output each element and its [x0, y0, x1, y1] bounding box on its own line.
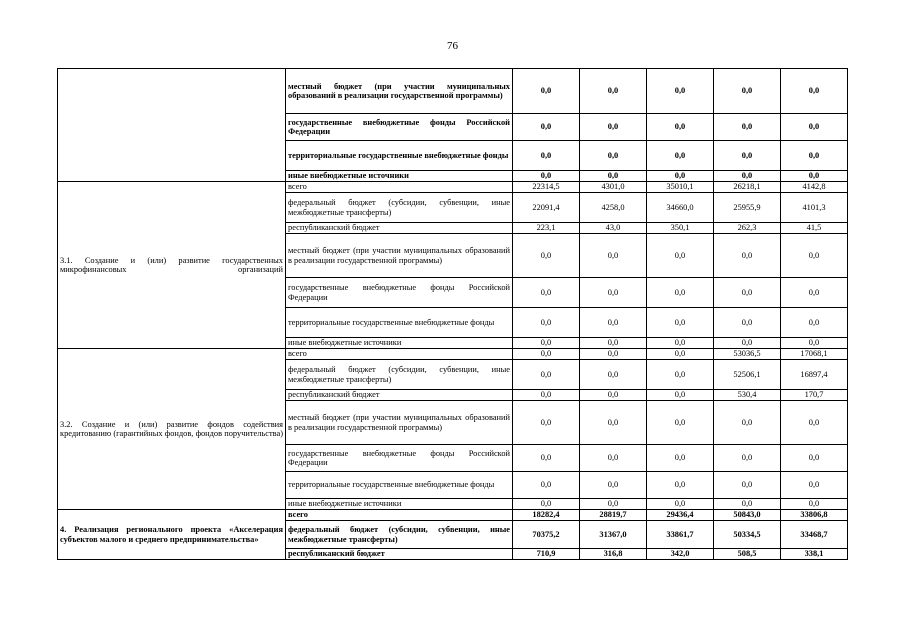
value-cell: 0,0	[580, 338, 647, 349]
value-cell: 4258,0	[580, 193, 647, 223]
funding-source-cell: территориальные государственные внебюджетные фонды	[286, 308, 513, 338]
value-cell: 0,0	[647, 278, 714, 308]
value-cell: 0,0	[781, 401, 848, 445]
value-cell: 33861,7	[647, 521, 714, 549]
value-cell: 26218,1	[714, 182, 781, 193]
value-cell: 508,5	[714, 549, 781, 560]
value-cell: 0,0	[714, 114, 781, 141]
value-cell: 70375,2	[513, 521, 580, 549]
value-cell: 0,0	[580, 472, 647, 499]
value-cell: 43,0	[580, 223, 647, 234]
value-cell: 0,0	[513, 499, 580, 510]
value-cell: 34660,0	[647, 193, 714, 223]
value-cell: 350,1	[647, 223, 714, 234]
value-cell: 0,0	[513, 390, 580, 401]
value-cell: 0,0	[513, 171, 580, 182]
value-cell: 50334,5	[714, 521, 781, 549]
value-cell: 0,0	[580, 308, 647, 338]
value-cell: 0,0	[580, 234, 647, 278]
value-cell: 0,0	[580, 171, 647, 182]
value-cell: 0,0	[580, 141, 647, 171]
value-cell: 0,0	[580, 499, 647, 510]
value-cell: 0,0	[647, 360, 714, 390]
value-cell: 0,0	[580, 349, 647, 360]
value-cell: 52506,1	[714, 360, 781, 390]
value-cell: 0,0	[781, 338, 848, 349]
value-cell: 530,4	[714, 390, 781, 401]
value-cell: 710,9	[513, 549, 580, 560]
value-cell: 0,0	[714, 499, 781, 510]
value-cell: 4101,3	[781, 193, 848, 223]
value-cell: 0,0	[647, 338, 714, 349]
value-cell: 0,0	[580, 360, 647, 390]
funding-source-cell: территориальные государственные внебюджетные фонды	[286, 141, 513, 171]
value-cell: 0,0	[513, 234, 580, 278]
funding-source-cell: государственные внебюджетные фонды Российской Федерации	[286, 114, 513, 141]
value-cell: 0,0	[513, 445, 580, 472]
value-cell: 0,0	[647, 114, 714, 141]
value-cell: 0,0	[781, 472, 848, 499]
value-cell: 0,0	[714, 308, 781, 338]
budget-table-body	[58, 69, 848, 560]
funding-source-cell: государственные внебюджетные фонды Российской Федерации	[286, 278, 513, 308]
value-cell: 29436,4	[647, 510, 714, 521]
event-cell: 3.1. Создание и (или) развитие государственных микрофинансовых организаций	[58, 182, 286, 349]
value-cell: 17068,1	[781, 349, 848, 360]
value-cell: 0,0	[580, 69, 647, 114]
funding-source-cell: федеральный бюджет (субсидии, субвенции, иные межбюджетные трансферты)	[286, 360, 513, 390]
value-cell: 0,0	[647, 308, 714, 338]
value-cell: 0,0	[714, 234, 781, 278]
value-cell: 50843,0	[714, 510, 781, 521]
value-cell: 0,0	[714, 338, 781, 349]
value-cell: 0,0	[513, 114, 580, 141]
value-cell: 18282,4	[513, 510, 580, 521]
event-cell: 3.2. Создание и (или) развитие фондов содействия кредитованию (гарантийных фондов, фондов поручительства)	[58, 349, 286, 510]
value-cell: 0,0	[647, 472, 714, 499]
funding-source-cell: государственные внебюджетные фонды Российской Федерации	[286, 445, 513, 472]
funding-source-cell: местный бюджет (при участии муниципальных образований в реализации государственной программы)	[286, 401, 513, 445]
table-row	[58, 510, 848, 521]
value-cell: 0,0	[781, 234, 848, 278]
value-cell: 0,0	[513, 360, 580, 390]
value-cell: 0,0	[714, 445, 781, 472]
funding-source-cell: местный бюджет (при участии муниципальных образований в реализации государственной программы)	[286, 69, 513, 114]
value-cell: 35010,1	[647, 182, 714, 193]
value-cell: 33806,8	[781, 510, 848, 521]
value-cell: 53036,5	[714, 349, 781, 360]
funding-source-cell: всего	[286, 510, 513, 521]
value-cell: 0,0	[647, 349, 714, 360]
funding-source-cell: местный бюджет (при участии муниципальных образований в реализации государственной программы)	[286, 234, 513, 278]
value-cell: 4142,8	[781, 182, 848, 193]
value-cell: 0,0	[647, 401, 714, 445]
value-cell: 0,0	[647, 171, 714, 182]
value-cell: 28819,7	[580, 510, 647, 521]
value-cell: 0,0	[580, 401, 647, 445]
value-cell: 0,0	[647, 234, 714, 278]
value-cell: 0,0	[580, 114, 647, 141]
funding-source-cell: иные внебюджетные источники	[286, 171, 513, 182]
event-cell: 4. Реализация регионального проекта «Акселерация субъектов малого и среднего предпринимательства»	[58, 510, 286, 560]
page-number: 76	[447, 40, 458, 52]
value-cell: 0,0	[781, 278, 848, 308]
value-cell: 0,0	[513, 141, 580, 171]
value-cell: 0,0	[714, 171, 781, 182]
budget-table	[57, 68, 848, 560]
value-cell: 0,0	[714, 141, 781, 171]
value-cell: 0,0	[781, 499, 848, 510]
value-cell: 316,8	[580, 549, 647, 560]
table-row	[58, 182, 848, 193]
event-cell	[58, 69, 286, 182]
value-cell: 0,0	[647, 69, 714, 114]
value-cell: 33468,7	[781, 521, 848, 549]
value-cell: 41,5	[781, 223, 848, 234]
funding-source-cell: республиканский бюджет	[286, 223, 513, 234]
funding-source-cell: иные внебюджетные источники	[286, 499, 513, 510]
value-cell: 0,0	[580, 278, 647, 308]
value-cell: 0,0	[714, 472, 781, 499]
value-cell: 0,0	[781, 308, 848, 338]
funding-source-cell: территориальные государственные внебюджетные фонды	[286, 472, 513, 499]
funding-source-cell: федеральный бюджет (субсидии, субвенции, иные межбюджетные трансферты)	[286, 521, 513, 549]
value-cell: 0,0	[647, 499, 714, 510]
value-cell: 25955,9	[714, 193, 781, 223]
value-cell: 0,0	[513, 472, 580, 499]
value-cell: 170,7	[781, 390, 848, 401]
value-cell: 0,0	[513, 278, 580, 308]
value-cell: 0,0	[647, 445, 714, 472]
value-cell: 0,0	[513, 401, 580, 445]
value-cell: 262,3	[714, 223, 781, 234]
value-cell: 22091,4	[513, 193, 580, 223]
value-cell: 0,0	[513, 69, 580, 114]
value-cell: 16897,4	[781, 360, 848, 390]
value-cell: 0,0	[513, 338, 580, 349]
value-cell: 4301,0	[580, 182, 647, 193]
funding-source-cell: иные внебюджетные источники	[286, 338, 513, 349]
value-cell: 223,1	[513, 223, 580, 234]
value-cell: 0,0	[781, 114, 848, 141]
value-cell: 0,0	[580, 445, 647, 472]
value-cell: 0,0	[781, 171, 848, 182]
value-cell: 0,0	[714, 401, 781, 445]
funding-source-cell: всего	[286, 349, 513, 360]
funding-source-cell: республиканский бюджет	[286, 390, 513, 401]
value-cell: 0,0	[714, 69, 781, 114]
funding-source-cell: всего	[286, 182, 513, 193]
value-cell: 0,0	[513, 308, 580, 338]
value-cell: 342,0	[647, 549, 714, 560]
value-cell: 0,0	[781, 445, 848, 472]
table-row	[58, 349, 848, 360]
value-cell: 22314,5	[513, 182, 580, 193]
value-cell: 31367,0	[580, 521, 647, 549]
value-cell: 0,0	[781, 69, 848, 114]
value-cell: 338,1	[781, 549, 848, 560]
value-cell: 0,0	[580, 390, 647, 401]
value-cell: 0,0	[647, 141, 714, 171]
table-row	[58, 69, 848, 114]
value-cell: 0,0	[714, 278, 781, 308]
value-cell: 0,0	[647, 390, 714, 401]
value-cell: 0,0	[513, 349, 580, 360]
funding-source-cell: республиканский бюджет	[286, 549, 513, 560]
funding-source-cell: федеральный бюджет (субсидии, субвенции, иные межбюджетные трансферты)	[286, 193, 513, 223]
value-cell: 0,0	[781, 141, 848, 171]
